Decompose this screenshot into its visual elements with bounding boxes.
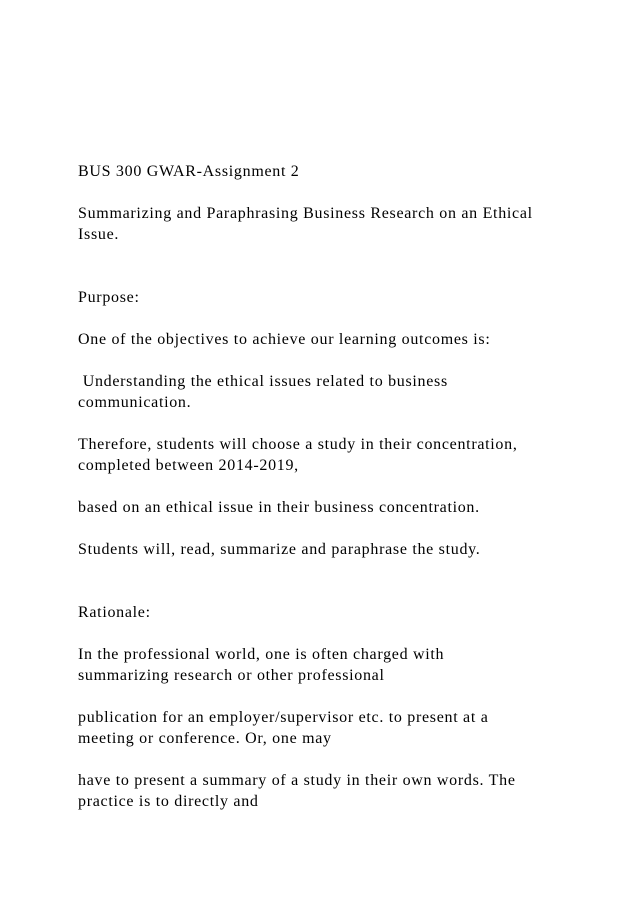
purpose-heading: Purpose:	[78, 289, 140, 306]
paragraph-publication-line-1: publication for an employer/supervisor etc. to present at a	[78, 709, 489, 726]
paragraph-students: Students will, read, summarize and paraphrase the study.	[78, 541, 481, 558]
paragraph-summary-line-2: practice is to directly and	[78, 793, 259, 810]
paragraph-objectives: One of the objectives to achieve our learning outcomes is:	[78, 331, 491, 348]
paragraph-publication-line-2: meeting or conference. Or, one may	[78, 730, 332, 747]
subtitle-line-2: Issue.	[78, 226, 120, 243]
document-title: BUS 300 GWAR-Assignment 2	[78, 163, 300, 180]
paragraph-understanding-line-2: communication.	[78, 394, 192, 411]
paragraph-professional-line-1: In the professional world, one is often charged with	[78, 646, 445, 663]
paragraph-ethical-issue: based on an ethical issue in their business concentration.	[78, 499, 480, 516]
rationale-heading: Rationale:	[78, 604, 151, 621]
paragraph-therefore-line-2: completed between 2014-2019,	[78, 457, 299, 474]
paragraph-summary-line-1: have to present a summary of a study in their own words. The	[78, 772, 516, 789]
subtitle-line-1: Summarizing and Paraphrasing Business Research on an Ethical	[78, 205, 533, 222]
paragraph-therefore-line-1: Therefore, students will choose a study in their concentration,	[78, 436, 518, 453]
paragraph-understanding-line-1: Understanding the ethical issues related to business	[78, 373, 448, 390]
paragraph-professional-line-2: summarizing research or other professional	[78, 667, 385, 684]
